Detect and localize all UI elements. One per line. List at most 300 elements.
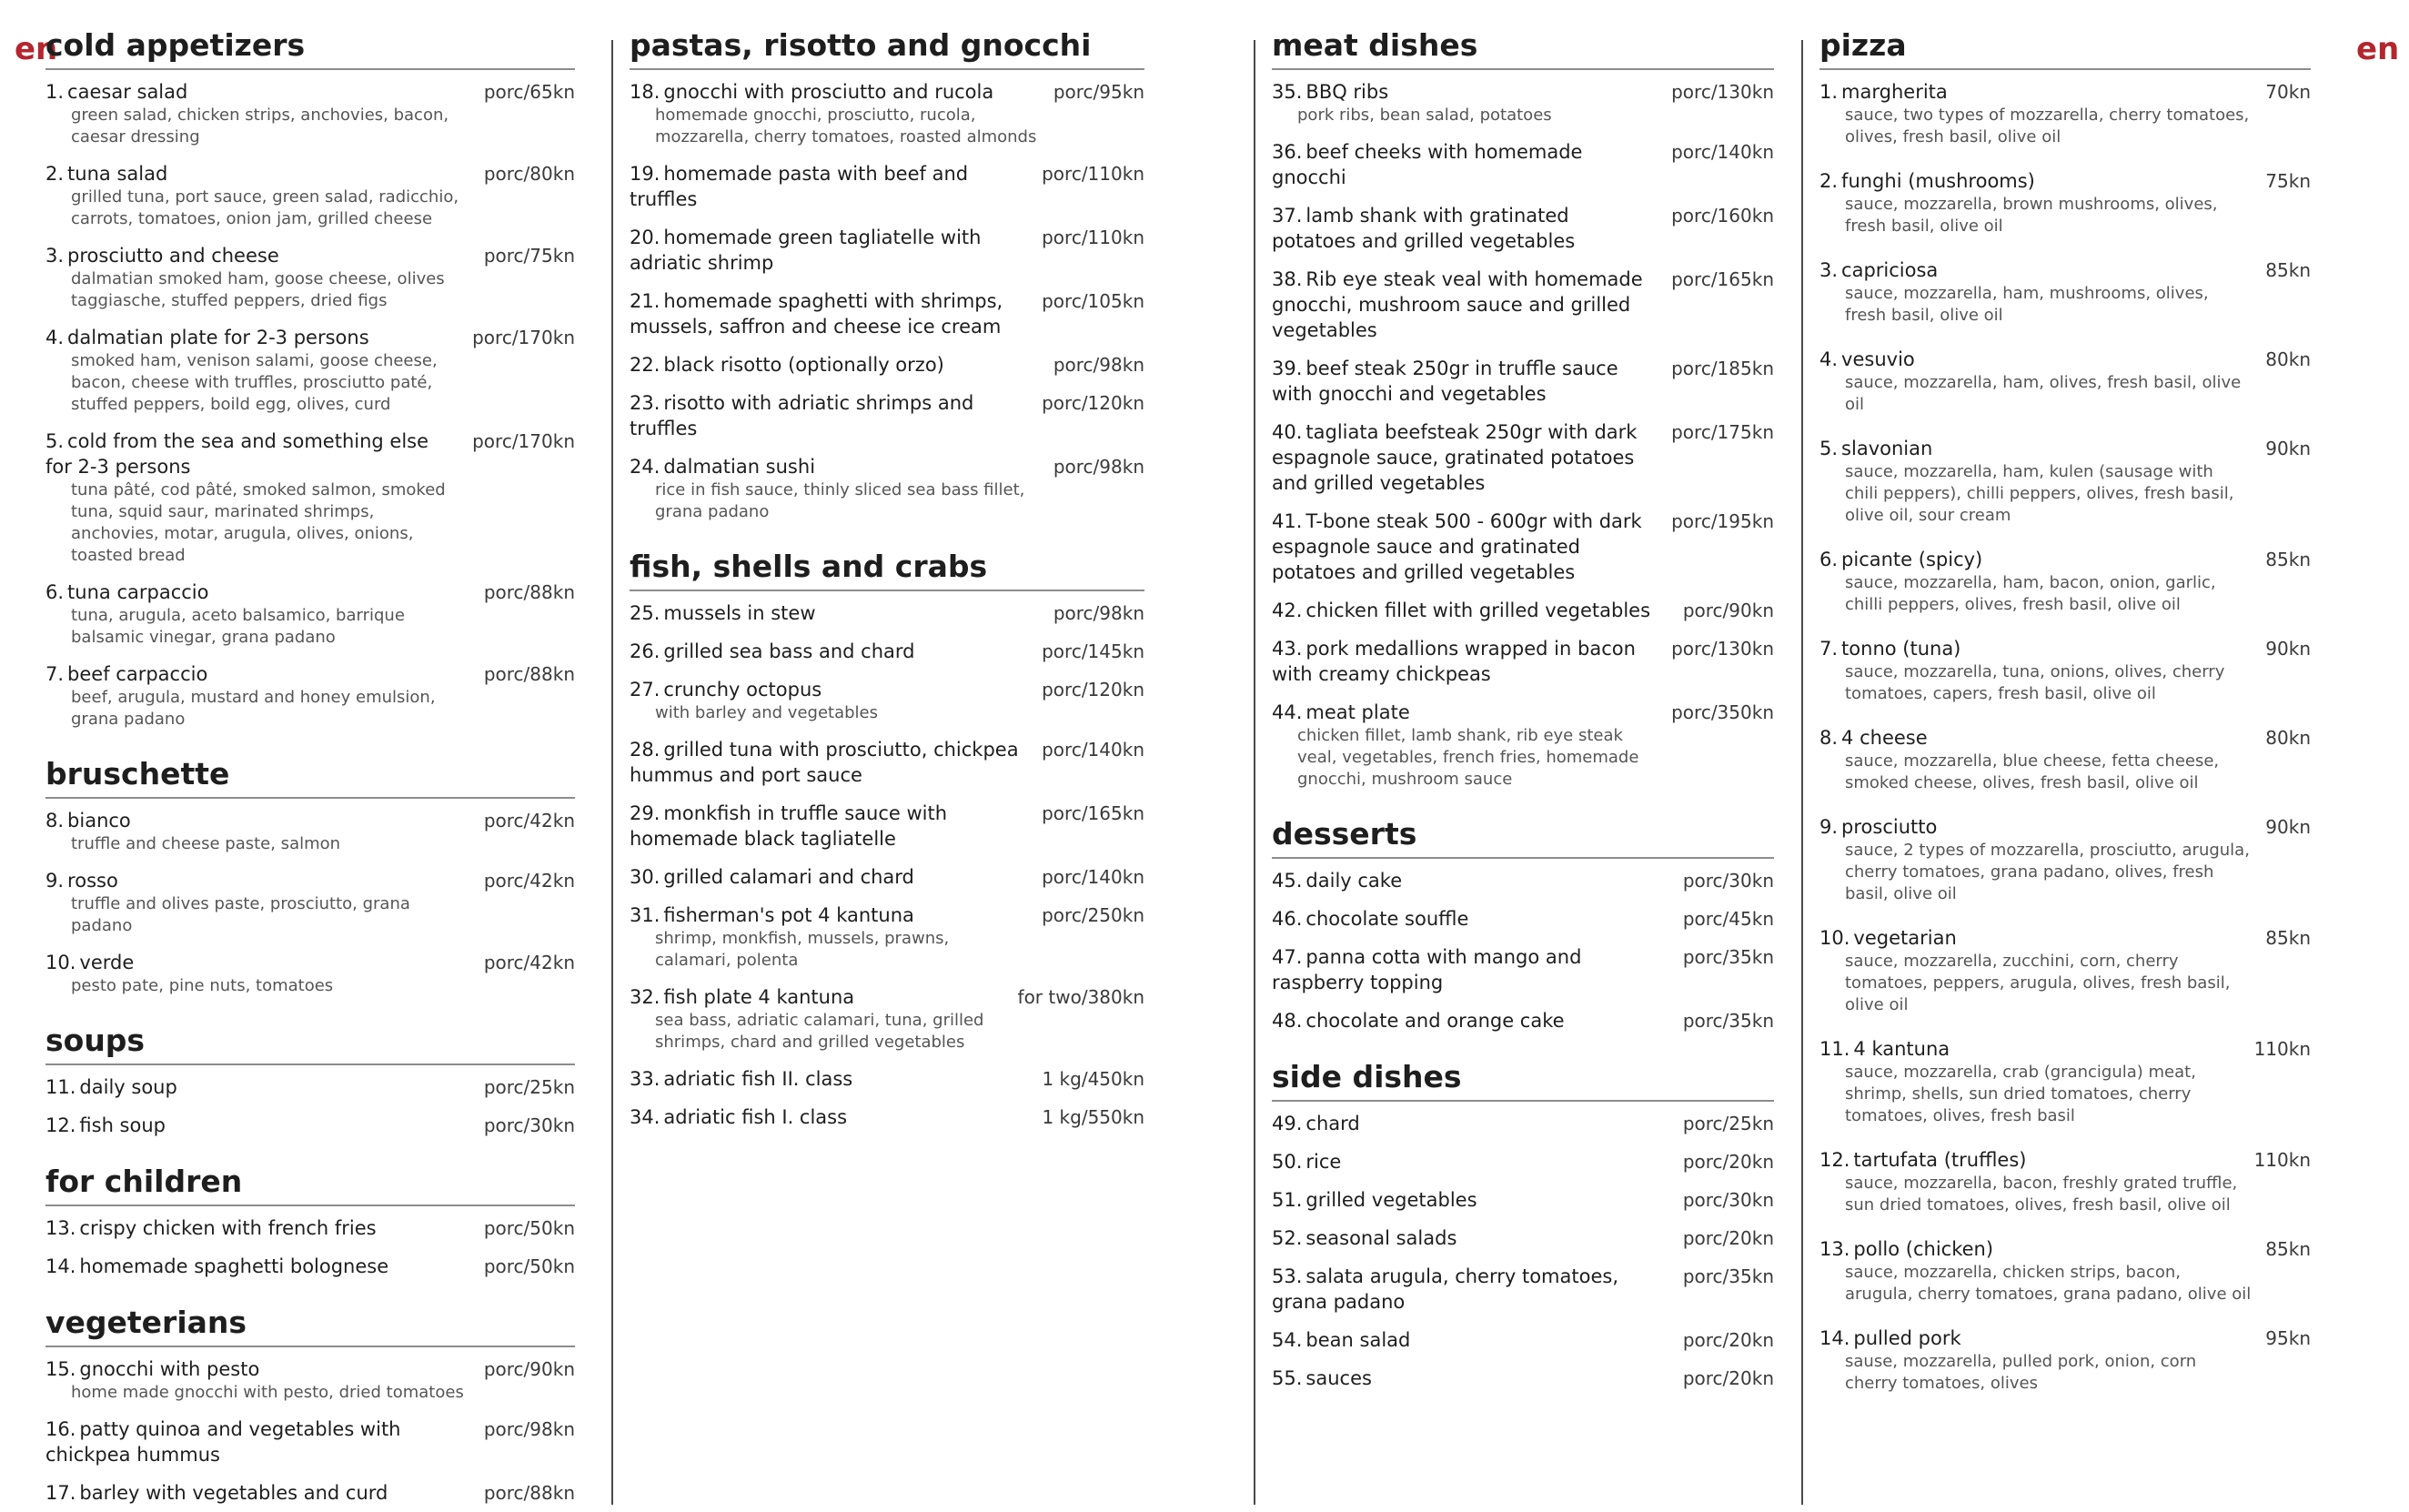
menu-item [1272, 700, 1774, 791]
menu-item-details [630, 639, 1042, 664]
menu-item-details [45, 1416, 484, 1467]
menu-item-price: porc/110kn [1042, 163, 1144, 185]
section-title: soups [45, 1023, 575, 1065]
menu-item-details [630, 737, 1042, 788]
menu-item-name-line [1819, 636, 2251, 661]
menu-item-description: sauce, mozzarella, ham, bacon, onion, garlic, chilli peppers, olives, fresh basil, olive oil [1845, 573, 2216, 614]
menu-item-number: 45. [1272, 870, 1303, 892]
menu-item [45, 661, 575, 731]
menu-item-name-line [630, 737, 1027, 788]
menu-item [1272, 419, 1774, 496]
menu-item [1819, 1147, 2311, 1216]
menu-item-number: 41. [1272, 510, 1303, 532]
menu-item-price: porc/185kn [1671, 358, 1774, 379]
menu-item-name-line [630, 677, 1027, 702]
menu-item-number: 25. [630, 602, 660, 624]
menu-item-details [630, 288, 1042, 339]
menu-item-name-line [1272, 356, 1657, 407]
menu-item-price: 80kn [2265, 348, 2311, 370]
menu-item-description: chicken fillet, lamb shank, rib eye steak veal, vegetables, french fries, homemade gnocchi, mushroom sauce [1297, 726, 1639, 789]
menu-item-name: capriciosa [1841, 259, 1939, 281]
menu-item-number: 43. [1272, 638, 1303, 660]
menu-item-name: grilled vegetables [1305, 1189, 1477, 1211]
menu-item-description: tuna, arugula, aceto balsamico, barrique balsamic vinegar, grana padano [71, 606, 405, 647]
menu-item-details [630, 79, 1053, 148]
menu-item [630, 161, 1144, 212]
menu-item-description: shrimp, monkfish, mussels, prawns, calamari, polenta [655, 929, 950, 970]
menu-item-name: vesuvio [1841, 348, 1915, 370]
menu-item-name: BBQ ribs [1305, 81, 1389, 103]
menu-item-name: black risotto (optionally orzo) [663, 354, 944, 376]
menu-item-price: porc/65kn [483, 81, 575, 103]
menu-item-details [630, 677, 1042, 724]
menu-item [1819, 725, 2311, 794]
menu-item-name: chocolate and orange cake [1305, 1010, 1565, 1032]
menu-item-price: porc/42kn [483, 810, 575, 832]
menu-item-name: fish plate 4 kantuna [663, 986, 855, 1008]
menu-item-number: 14. [1819, 1327, 1850, 1349]
menu-item-name-line [1272, 1111, 1668, 1136]
menu-item-price: porc/110kn [1042, 227, 1144, 248]
menu-item [45, 1254, 575, 1279]
menu-item-price: porc/45kn [1682, 908, 1774, 930]
menu-item [1819, 257, 2311, 327]
menu-item-price: porc/160kn [1671, 205, 1774, 227]
menu-item-description: with barley and vegetables [655, 703, 878, 722]
menu-item-price: porc/165kn [1042, 802, 1144, 824]
menu-item-price: 85kn [2265, 259, 2311, 281]
menu-item-details [45, 243, 484, 312]
menu-item-name-line [45, 808, 469, 833]
menu-item-name: grilled calamari and chard [663, 866, 914, 888]
menu-item-details [45, 580, 484, 649]
menu-item-name-line [1819, 436, 2251, 461]
menu-item-details [45, 950, 484, 997]
menu-item-price: porc/50kn [483, 1217, 575, 1239]
menu-item [45, 325, 575, 416]
menu-item-name-line [630, 288, 1027, 339]
menu-item-name-line [45, 243, 469, 268]
menu-item-description: sauce, 2 types of mozzarella, prosciutto, arugula, cherry tomatoes, grana padano, olives, fresh basil, olive oil [1845, 841, 2250, 903]
menu-item-price: porc/165kn [1671, 268, 1774, 290]
menu-item-price: 70kn [2265, 81, 2311, 103]
menu-item-details [45, 1113, 484, 1138]
menu-item-price: for two/380kn [1017, 986, 1144, 1008]
menu-item-description: sauce, two types of mozzarella, cherry tomatoes, olives, fresh basil, olive oil [1845, 106, 2250, 146]
menu-item-name-line [1272, 1225, 1668, 1251]
menu-item-number: 39. [1272, 358, 1303, 379]
menu-item-price: porc/50kn [483, 1255, 575, 1277]
menu-item-name: dalmatian sushi [663, 456, 816, 478]
menu-item-details [630, 161, 1042, 212]
menu-item-details [1819, 1036, 2254, 1127]
menu-item-price: 75kn [2265, 170, 2311, 192]
menu-section [1819, 27, 2311, 1395]
menu-item-price: porc/35kn [1682, 1265, 1774, 1287]
menu-item-details [630, 1066, 1042, 1092]
menu-section [45, 27, 575, 731]
menu-section [1272, 1059, 1774, 1391]
menu-item [1819, 814, 2311, 905]
menu-item-number: 30. [630, 866, 660, 888]
menu-item-number: 31. [630, 904, 660, 926]
menu-item [630, 600, 1144, 626]
menu-item-description: dalmatian smoked ham, goose cheese, olives taggiasche, stuffed peppers, dried figs [71, 269, 445, 310]
menu-item-details [1819, 436, 2265, 527]
menu-item-description: sauce, mozzarella, tuna, onions, olives, cherry tomatoes, capers, fresh basil, olive oil [1845, 662, 2225, 703]
menu-item-name: gnocchi with prosciutto and rucola [663, 81, 994, 103]
menu-item-name: prosciutto and cheese [67, 245, 279, 267]
menu-item-price: 85kn [2265, 927, 2311, 949]
menu-item-details [630, 454, 1053, 523]
menu-item-number: 4. [1819, 348, 1839, 370]
menu-column-4 [1819, 27, 2311, 1420]
menu-item-price: porc/140kn [1042, 866, 1144, 888]
menu-section [630, 27, 1144, 523]
menu-item [630, 225, 1144, 276]
menu-item-number: 20. [630, 227, 660, 248]
menu-item-price: porc/120kn [1042, 679, 1144, 701]
menu-item-number: 50. [1272, 1151, 1303, 1173]
menu-section [45, 756, 575, 997]
menu-item-details [630, 225, 1042, 276]
menu-item [630, 79, 1144, 148]
menu-item-description: beef, arugula, mustard and honey emulsion, grana padano [71, 688, 436, 729]
menu-item-name: lamb shank with gratinated potatoes and grilled vegetables [1272, 205, 1576, 252]
menu-item-name: tartufata (truffles) [1853, 1149, 2027, 1171]
menu-item-name: tuna salad [67, 163, 168, 185]
menu-item [1272, 1111, 1774, 1136]
menu-item-name: beef steak 250gr in truffle sauce with gnocchi and vegetables [1272, 358, 1618, 405]
menu-item-number: 8. [1819, 727, 1839, 749]
menu-item-details [1819, 168, 2265, 237]
menu-item-details [1272, 598, 1683, 623]
menu-item-price: porc/20kn [1682, 1227, 1774, 1249]
menu-item-name: pork medallions wrapped in bacon with creamy chickpeas [1272, 638, 1636, 685]
menu-item [1272, 1149, 1774, 1174]
menu-item-name-line [630, 984, 1003, 1010]
menu-item-name-line [45, 580, 469, 605]
menu-item-name-line [45, 950, 469, 975]
menu-item-name-line [1272, 203, 1657, 254]
menu-item-number: 5. [45, 430, 65, 452]
menu-item-number: 5. [1819, 438, 1839, 459]
section-title: meat dishes [1272, 27, 1774, 70]
menu-item-details [1272, 1187, 1683, 1213]
menu-item-name-line [45, 428, 458, 479]
menu-item-details [1272, 509, 1671, 585]
menu-item-name: picante (spicy) [1841, 549, 1983, 570]
menu-item-description: pork ribs, bean salad, potatoes [1297, 106, 1552, 125]
section-title: side dishes [1272, 1059, 1774, 1102]
menu-item-price: porc/130kn [1671, 81, 1774, 103]
menu-item [45, 868, 575, 937]
menu-item-name: crispy chicken with french fries [79, 1217, 377, 1239]
menu-section [1272, 816, 1774, 1033]
menu-item-name-line [1272, 1264, 1668, 1315]
menu-item-name-line [1272, 906, 1668, 932]
menu-item-number: 6. [1819, 549, 1839, 570]
menu-item-number: 51. [1272, 1189, 1303, 1211]
menu-item-number: 35. [1272, 81, 1303, 103]
menu-item-details [630, 352, 1053, 378]
menu-item [1272, 944, 1774, 995]
menu-item-details [1272, 1327, 1683, 1353]
menu-item [630, 454, 1144, 523]
menu-item-name-line [1272, 944, 1668, 995]
menu-item-number: 21. [630, 290, 660, 312]
menu-item-name: chard [1305, 1113, 1360, 1134]
menu-item-price: porc/98kn [1053, 602, 1144, 624]
menu-item-name: pollo (chicken) [1853, 1238, 1994, 1260]
menu-item-price: porc/130kn [1671, 638, 1774, 660]
menu-item-number: 12. [45, 1114, 76, 1136]
menu-item-price: porc/105kn [1042, 290, 1144, 312]
menu-item-name: Rib eye steak veal with homemade gnocchi, mushroom sauce and grilled vegetables [1272, 268, 1643, 341]
menu-item [1272, 1225, 1774, 1251]
menu-item-name: daily soup [79, 1076, 177, 1098]
menu-item-name-line [1272, 79, 1657, 105]
menu-item-details [1819, 814, 2265, 905]
menu-item-name: adriatic fish I. class [663, 1106, 848, 1128]
menu-item-description: pesto pate, pine nuts, tomatoes [71, 976, 334, 995]
menu-item-details [1272, 944, 1683, 995]
menu-item-number: 53. [1272, 1265, 1303, 1287]
menu-column-2 [630, 27, 1144, 1155]
menu-item-description: tuna pâté, cod pâté, smoked salmon, smoked tuna, squid saur, marinated shrimps, anchovies, motar, arugula, olives, onions, toasted bread [71, 480, 446, 565]
menu-item-name: homemade spaghetti with shrimps, mussels, saffron and cheese ice cream [630, 290, 1003, 338]
menu-item-name-line [45, 1480, 469, 1506]
menu-item [45, 161, 575, 230]
menu-item [1272, 868, 1774, 893]
menu-item-number: 16. [45, 1418, 76, 1440]
menu-item-price: porc/350kn [1671, 701, 1774, 723]
menu-item-name: panna cotta with mango and raspberry topping [1272, 946, 1582, 993]
menu-item-name-line [1272, 636, 1657, 687]
menu-item [1819, 1236, 2311, 1305]
menu-item-number: 19. [630, 163, 660, 185]
menu-item-number: 17. [45, 1482, 76, 1504]
menu-item-name: prosciutto [1841, 816, 1938, 838]
menu-item-name: bianco [67, 810, 131, 832]
menu-item-description: sauce, mozzarella, ham, kulen (sausage with chili peppers), chilli peppers, olives, fresh basil, olive oil, sour cream [1845, 462, 2234, 525]
menu-item-name-line [1819, 168, 2251, 194]
menu-item-name: homemade pasta with beef and truffles [630, 163, 969, 210]
menu-item-details [1819, 1147, 2254, 1216]
menu-item-number: 10. [45, 952, 76, 973]
menu-item-number: 4. [45, 327, 65, 348]
menu-item-name-line [45, 1254, 469, 1279]
menu-item-price: porc/98kn [483, 1418, 575, 1440]
menu-item [630, 352, 1144, 378]
menu-item-details [630, 801, 1042, 852]
menu-item-price: porc/25kn [1682, 1113, 1774, 1134]
menu-item-number: 11. [1819, 1038, 1850, 1060]
menu-item-name-line [630, 801, 1027, 852]
menu-item-number: 18. [630, 81, 660, 103]
language-label-left[interactable]: en [15, 31, 58, 67]
menu-item-name: grilled tuna with prosciutto, chickpea hummus and port sauce [630, 739, 1019, 786]
menu-item-details [630, 600, 1053, 626]
menu-item [45, 808, 575, 855]
menu-item-details [630, 864, 1042, 890]
menu-item-details [45, 428, 472, 567]
menu-item-details [45, 661, 484, 731]
menu-item-name: rosso [67, 870, 118, 892]
menu-section [1272, 27, 1774, 791]
menu-item [630, 1104, 1144, 1130]
menu-item-description: rice in fish sauce, thinly sliced sea bass fillet, grana padano [655, 480, 1025, 521]
menu-item-details [45, 1074, 484, 1100]
menu-item-description: green salad, chicken strips, anchovies, bacon, caesar dressing [71, 106, 449, 146]
menu-item-name: homemade spaghetti bolognese [79, 1255, 389, 1277]
menu-item [45, 1356, 575, 1404]
menu-item-price: porc/140kn [1042, 739, 1144, 761]
menu-item [45, 428, 575, 567]
menu-item [630, 1066, 1144, 1092]
menu-item-name-line [45, 161, 469, 186]
menu-item-description: sea bass, adriatic calamari, tuna, grilled shrimps, chard and grilled vegetables [655, 1011, 984, 1052]
menu-item-details [1272, 1264, 1683, 1315]
menu-item-price: porc/175kn [1671, 421, 1774, 443]
menu-item-name-line [1819, 1036, 2240, 1062]
menu-item-name-line [1819, 79, 2251, 105]
menu-item-price: 80kn [2265, 727, 2311, 749]
menu-item-number: 37. [1272, 205, 1303, 227]
menu-item-number: 3. [1819, 259, 1839, 281]
section-title: bruschette [45, 756, 575, 799]
menu-item-price: porc/88kn [483, 581, 575, 603]
menu-item-name-line [45, 79, 469, 105]
menu-item-name-line [1819, 547, 2251, 572]
menu-item [1272, 1187, 1774, 1213]
column-divider [1254, 40, 1255, 1505]
menu-item-details [630, 390, 1042, 441]
menu-item [45, 243, 575, 312]
section-title: pizza [1819, 27, 2311, 70]
menu-item-price: 90kn [2265, 438, 2311, 459]
menu-item-name-line [1272, 419, 1657, 496]
menu-item-name-line [630, 902, 1027, 928]
menu-item-name-line [1819, 257, 2251, 283]
menu-item-details [45, 79, 484, 148]
menu-item-price: porc/35kn [1682, 946, 1774, 968]
section-title: for children [45, 1164, 575, 1206]
menu-item-details [1819, 636, 2265, 705]
menu-item [1819, 636, 2311, 705]
menu-item-number: 23. [630, 392, 660, 414]
menu-item [630, 390, 1144, 441]
language-label-right[interactable]: en [2356, 31, 2400, 67]
menu-item-details [1272, 700, 1671, 791]
menu-item-number: 40. [1272, 421, 1303, 443]
menu-item-details [1819, 79, 2265, 148]
menu-item-name: 4 kantuna [1853, 1038, 1950, 1060]
menu-item-details [1272, 356, 1671, 407]
menu-item-number: 6. [45, 581, 65, 603]
menu-item [630, 902, 1144, 972]
menu-item-number: 8. [45, 810, 65, 832]
menu-item-name-line [630, 1104, 1027, 1130]
menu-item-name: meat plate [1305, 701, 1410, 723]
menu-item-name: margherita [1841, 81, 1948, 103]
menu-item-number: 55. [1272, 1367, 1303, 1389]
section-title: desserts [1272, 816, 1774, 859]
menu-item [630, 737, 1144, 788]
menu-item-name: cold from the sea and something else for 2-3 persons [45, 430, 429, 478]
menu-item-number: 38. [1272, 268, 1303, 290]
menu-item [1272, 509, 1774, 585]
menu-item-number: 49. [1272, 1113, 1303, 1134]
menu-item-details [45, 325, 472, 416]
menu-item-details [1272, 1008, 1683, 1033]
column-divider [611, 40, 613, 1505]
menu-item-name-line [1272, 1187, 1668, 1213]
menu-item-number: 29. [630, 802, 660, 824]
menu-item-details [45, 1356, 484, 1404]
menu-column-3 [1272, 27, 1774, 1416]
menu-item-name-line [1272, 267, 1657, 343]
menu-item-name-line [1819, 925, 2251, 951]
menu-item-name: mussels in stew [663, 602, 816, 624]
menu-item-number: 9. [45, 870, 65, 892]
menu-item-details [1819, 547, 2265, 616]
menu-item-details [1272, 636, 1671, 687]
menu-item-price: porc/30kn [1682, 870, 1774, 892]
menu-item-number: 44. [1272, 701, 1303, 723]
menu-item-name-line [630, 161, 1027, 212]
menu-item-number: 9. [1819, 816, 1839, 838]
menu-item-details [630, 984, 1018, 1053]
menu-item-description: sauce, mozzarella, blue cheese, fetta cheese, smoked cheese, olives, fresh basil, olive oil [1845, 751, 2220, 792]
menu-item-number: 7. [1819, 638, 1839, 660]
menu-item [630, 639, 1144, 664]
menu-item-description: sauce, mozzarella, bacon, freshly grated truffle, sun dried tomatoes, olives, fresh basil, olive oil [1845, 1174, 2238, 1215]
menu-item-price: porc/98kn [1053, 456, 1144, 478]
menu-item-description: sauce, mozzarella, crab (grancigula) meat, shrimp, shells, sun dried tomatoes, cherry tomatoes, olives, fresh basil [1845, 1063, 2196, 1125]
menu-item-details [1819, 925, 2265, 1016]
menu-item-name: pulled pork [1853, 1327, 1961, 1349]
section-title: cold appetizers [45, 27, 575, 70]
menu-item-details [1272, 906, 1683, 932]
menu-item-name-line [45, 325, 458, 350]
menu-item-name: caesar salad [67, 81, 188, 103]
menu-item-name: fisherman's pot 4 kantuna [663, 904, 914, 926]
menu-item [1819, 547, 2311, 616]
menu-item-name-line [630, 454, 1039, 479]
menu-item-name: adriatic fish II. class [663, 1068, 853, 1090]
menu-item-name: patty quinoa and vegetables with chickpea hummus [45, 1418, 401, 1466]
menu-item-price: porc/95kn [1053, 81, 1144, 103]
menu-item [1272, 598, 1774, 623]
menu-item-price: porc/42kn [483, 952, 575, 973]
menu-item-number: 52. [1272, 1227, 1303, 1249]
menu-item [630, 984, 1144, 1053]
menu-item-price: porc/145kn [1042, 640, 1144, 662]
menu-item [45, 950, 575, 997]
menu-item-name: monkfish in truffle sauce with homemade black tagliatelle [630, 802, 948, 850]
menu-item-number: 46. [1272, 908, 1303, 930]
menu-item-details [1272, 139, 1671, 190]
menu-item-name-line [1819, 1147, 2240, 1173]
menu-item-name: salata arugula, cherry tomatoes, grana padano [1272, 1265, 1619, 1313]
menu-item-price: 1 kg/550kn [1042, 1106, 1144, 1128]
menu-item-details [1819, 347, 2265, 416]
menu-item-price: 90kn [2265, 638, 2311, 660]
menu-item [1819, 168, 2311, 237]
menu-item-number: 47. [1272, 946, 1303, 968]
menu-item [1819, 925, 2311, 1016]
